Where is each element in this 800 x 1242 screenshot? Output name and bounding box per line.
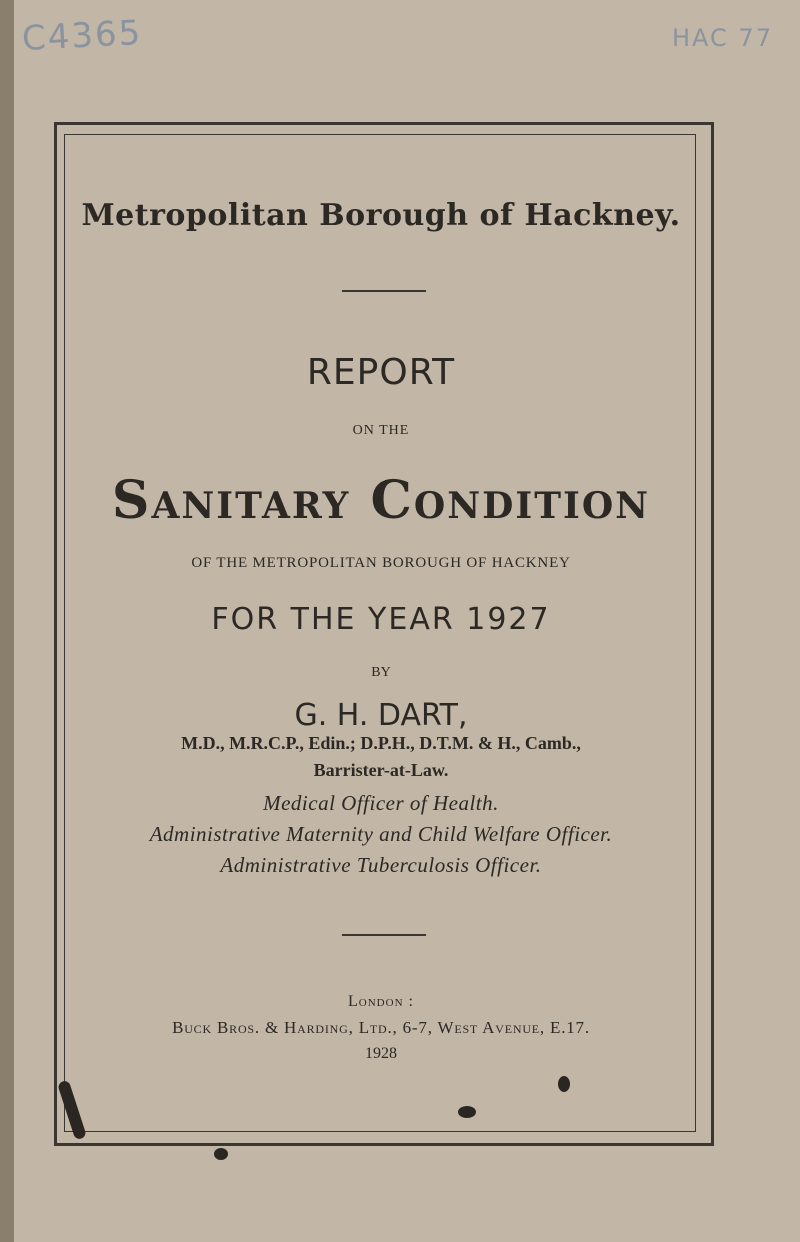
role-medical-officer: Medical Officer of Health. <box>263 791 499 815</box>
report-heading: REPORT <box>306 352 456 393</box>
on-the-text: ON THE <box>352 423 410 438</box>
divider-rule-bottom <box>342 934 426 936</box>
year-heading: FOR THE YEAR 1927 <box>211 602 551 637</box>
by-text: BY <box>371 665 391 680</box>
role-tuberculosis-officer: Administrative Tuberculosis Officer. <box>220 853 542 877</box>
borough-subtitle: OF THE METROPOLITAN BOROUGH OF HACKNEY <box>191 555 571 571</box>
handwritten-shelf-mark: HAC 77 <box>672 24 773 52</box>
handwritten-catalogue-number: C4365 <box>21 12 144 60</box>
borough-heading: Metropolitan Borough of Hackney. <box>81 198 681 233</box>
ink-blot <box>558 1076 570 1092</box>
role-maternity-officer: Administrative Maternity and Child Welfare Officer. <box>149 822 613 846</box>
publication-year: 1928 <box>365 1045 397 1062</box>
author-barrister: Barrister-at-Law. <box>313 760 449 780</box>
publication-place: London : <box>348 993 414 1010</box>
author-name: G. H. DART, <box>294 698 468 733</box>
divider-rule-top <box>342 290 426 292</box>
subject-title: Sanitary Condition <box>111 470 651 531</box>
printer-line: Buck Bros. & Harding, Ltd., 6-7, West Avenue, E.17. <box>172 1018 590 1037</box>
ink-blot <box>458 1106 476 1118</box>
book-spine-edge <box>0 0 14 1242</box>
ink-blot <box>214 1148 228 1160</box>
author-qualifications: M.D., M.R.C.P., Edin.; D.P.H., D.T.M. & H., Camb., <box>181 733 581 753</box>
